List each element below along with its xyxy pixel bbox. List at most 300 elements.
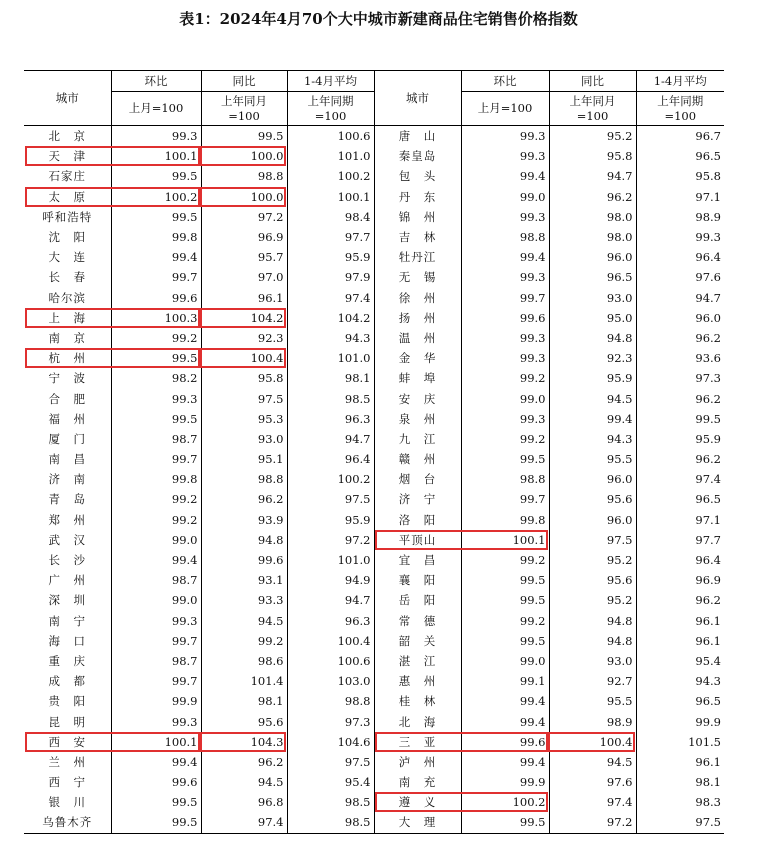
left-mom-cell: 99.5 — [111, 812, 201, 833]
left-yoy-cell: 95.7 — [201, 247, 287, 267]
left-mom-cell: 100.2 — [111, 187, 201, 207]
left-city-cell: 呼和浩特 — [42, 209, 93, 224]
left-yoy-cell: 99.5 — [201, 126, 287, 147]
left-mom-cell: 99.8 — [111, 469, 201, 489]
left-mom-cell: 100.3 — [111, 308, 201, 328]
right-yoy-cell: 95.6 — [549, 570, 636, 590]
left-yoy-cell: 101.4 — [201, 671, 287, 691]
table-title: 表1：2024年4月70个大中城市新建商品住宅销售价格指数 — [179, 10, 578, 28]
left-ytd-cell: 97.3 — [287, 711, 374, 731]
right-yoy-cell: 95.6 — [549, 489, 636, 509]
table-row — [24, 146, 724, 166]
table-header — [24, 71, 724, 126]
right-yoy-cell: 96.2 — [549, 187, 636, 207]
right-city-cell: 九 江 — [374, 429, 461, 449]
right-city-cell: 桂 林 — [374, 691, 461, 711]
left-city-cell: 兰 州 — [48, 754, 86, 769]
table-row — [24, 570, 724, 590]
table-row — [24, 328, 724, 348]
left-ytd-cell: 94.7 — [287, 590, 374, 610]
left-mom-cell: 99.5 — [111, 348, 201, 368]
left-city-cell: 西 宁 — [48, 775, 86, 790]
right-ytd-cell: 99.9 — [636, 711, 724, 731]
left-city-cell: 济 南 — [48, 472, 86, 487]
left-yoy-cell: 94.8 — [201, 530, 287, 550]
right-ytd-cell: 95.8 — [636, 166, 724, 186]
left-yoy-cell: 93.0 — [201, 429, 287, 449]
left-ytd-cell: 96.4 — [287, 449, 374, 469]
right-ytd-cell: 97.3 — [636, 368, 724, 388]
left-ytd-cell: 94.9 — [287, 570, 374, 590]
left-ytd-cell: 100.2 — [287, 469, 374, 489]
right-ytd-cell: 96.2 — [636, 590, 724, 610]
right-yoy-cell: 97.4 — [549, 792, 636, 812]
right-yoy-cell: 95.9 — [549, 368, 636, 388]
left-city-cell: 石家庄 — [48, 169, 86, 184]
right-ytd-cell: 98.9 — [636, 207, 724, 227]
right-city-cell: 秦皇岛 — [374, 146, 461, 166]
left-yoy-cell: 94.5 — [201, 772, 287, 792]
left-city-cell: 西 安 — [48, 734, 86, 749]
left-city-cell: 重 庆 — [48, 653, 86, 668]
left-mom-cell: 99.9 — [111, 691, 201, 711]
left-ytd-cell: 97.9 — [287, 267, 374, 287]
left-ytd-cell: 94.7 — [287, 429, 374, 449]
left-ytd-cell: 96.3 — [287, 409, 374, 429]
right-yoy-cell: 100.4 — [549, 732, 636, 752]
right-yoy-cell: 95.5 — [549, 449, 636, 469]
left-ytd-cell: 97.4 — [287, 288, 374, 308]
left-ytd-cell: 100.1 — [287, 187, 374, 207]
right-ytd-cell: 97.4 — [636, 469, 724, 489]
header-ytd-left: 1-4月平均 — [287, 71, 374, 92]
right-yoy-cell: 93.0 — [549, 288, 636, 308]
left-yoy-cell: 93.9 — [201, 510, 287, 530]
table-row — [24, 671, 724, 691]
right-yoy-cell: 95.8 — [549, 146, 636, 166]
right-city-cell: 扬 州 — [374, 308, 461, 328]
right-city-cell: 徐 州 — [374, 288, 461, 308]
left-ytd-cell: 101.0 — [287, 146, 374, 166]
left-mom-cell: 100.1 — [111, 146, 201, 166]
left-city-cell: 南 昌 — [48, 452, 86, 467]
left-city-cell: 北 京 — [48, 129, 86, 144]
right-yoy-cell: 93.0 — [549, 651, 636, 671]
right-mom-cell: 99.3 — [461, 267, 549, 287]
right-yoy-cell: 94.8 — [549, 328, 636, 348]
left-yoy-cell: 93.3 — [201, 590, 287, 610]
right-city-cell: 锦 州 — [374, 207, 461, 227]
left-mom-cell: 99.4 — [111, 247, 201, 267]
right-yoy-cell: 95.0 — [549, 308, 636, 328]
left-yoy-cell: 97.2 — [201, 207, 287, 227]
right-ytd-cell: 97.5 — [636, 812, 724, 833]
right-ytd-cell: 96.1 — [636, 752, 724, 772]
right-city-cell: 泉 州 — [374, 409, 461, 429]
left-yoy-cell: 95.8 — [201, 368, 287, 388]
left-yoy-cell: 99.2 — [201, 631, 287, 651]
left-mom-cell: 99.3 — [111, 388, 201, 408]
left-ytd-cell: 100.4 — [287, 631, 374, 651]
left-mom-cell: 99.3 — [111, 611, 201, 631]
table-row — [24, 711, 724, 731]
right-yoy-cell: 92.7 — [549, 671, 636, 691]
left-yoy-cell: 92.3 — [201, 328, 287, 348]
right-city-cell: 大 理 — [374, 812, 461, 833]
right-yoy-cell: 94.8 — [549, 631, 636, 651]
header-city-right: 城市 — [374, 71, 461, 126]
right-mom-cell: 99.2 — [461, 611, 549, 631]
left-yoy-cell: 94.5 — [201, 611, 287, 631]
table-row — [24, 752, 724, 772]
left-city-cell: 深 圳 — [48, 593, 86, 608]
left-yoy-cell: 95.3 — [201, 409, 287, 429]
left-ytd-cell: 98.4 — [287, 207, 374, 227]
right-city-cell: 常 德 — [374, 611, 461, 631]
right-ytd-cell: 96.4 — [636, 550, 724, 570]
left-mom-cell: 99.8 — [111, 227, 201, 247]
left-ytd-cell: 95.9 — [287, 247, 374, 267]
left-city-cell: 大 连 — [48, 250, 86, 265]
left-ytd-cell: 104.2 — [287, 308, 374, 328]
left-ytd-cell: 100.6 — [287, 126, 374, 147]
right-city-cell: 蚌 埠 — [374, 368, 461, 388]
right-mom-cell: 99.7 — [461, 489, 549, 509]
left-yoy-cell: 98.1 — [201, 691, 287, 711]
left-city-cell: 长 春 — [48, 270, 86, 285]
left-ytd-cell: 94.3 — [287, 328, 374, 348]
left-mom-cell: 99.6 — [111, 772, 201, 792]
table-row — [24, 288, 724, 308]
right-yoy-cell: 99.4 — [549, 409, 636, 429]
left-mom-cell: 100.1 — [111, 732, 201, 752]
left-mom-cell: 99.2 — [111, 510, 201, 530]
right-yoy-cell: 97.6 — [549, 772, 636, 792]
left-mom-cell: 99.5 — [111, 792, 201, 812]
left-city-cell: 宁 波 — [48, 371, 86, 386]
left-yoy-cell: 97.4 — [201, 812, 287, 833]
left-city-cell: 郑 州 — [48, 512, 86, 527]
right-mom-cell: 98.8 — [461, 469, 549, 489]
right-mom-cell: 99.0 — [461, 651, 549, 671]
right-mom-cell: 99.8 — [461, 510, 549, 530]
left-ytd-cell: 104.6 — [287, 732, 374, 752]
right-city-cell: 惠 州 — [374, 671, 461, 691]
right-ytd-cell: 97.1 — [636, 187, 724, 207]
left-yoy-cell: 96.8 — [201, 792, 287, 812]
left-mom-cell: 99.3 — [111, 126, 201, 147]
right-city-cell: 平顶山 — [374, 530, 461, 550]
right-yoy-cell: 95.2 — [549, 126, 636, 147]
left-yoy-cell: 96.2 — [201, 752, 287, 772]
left-city-cell: 海 口 — [48, 633, 86, 648]
left-city-cell: 武 汉 — [48, 532, 86, 547]
right-ytd-cell: 94.7 — [636, 288, 724, 308]
left-city-cell: 沈 阳 — [48, 230, 86, 245]
left-city-cell: 厦 门 — [48, 431, 86, 446]
right-mom-cell: 98.8 — [461, 227, 549, 247]
right-city-cell: 襄 阳 — [374, 570, 461, 590]
right-yoy-cell: 96.0 — [549, 469, 636, 489]
table-row — [24, 247, 724, 267]
right-mom-cell: 99.2 — [461, 368, 549, 388]
right-mom-cell: 99.4 — [461, 247, 549, 267]
table-row — [24, 348, 724, 368]
table-body — [24, 126, 724, 834]
right-city-cell: 温 州 — [374, 328, 461, 348]
right-city-cell: 洛 阳 — [374, 510, 461, 530]
right-mom-cell: 99.3 — [461, 328, 549, 348]
header-yoy-base-left: 上年同月 =100 — [201, 92, 287, 126]
left-yoy-cell: 96.9 — [201, 227, 287, 247]
left-city-cell: 南 宁 — [48, 613, 86, 628]
right-mom-cell: 99.7 — [461, 288, 549, 308]
table-row — [24, 651, 724, 671]
left-mom-cell: 99.2 — [111, 489, 201, 509]
left-yoy-cell: 96.2 — [201, 489, 287, 509]
right-city-cell: 济 宁 — [374, 489, 461, 509]
right-mom-cell: 99.5 — [461, 631, 549, 651]
left-city-cell: 长 沙 — [48, 553, 86, 568]
left-yoy-cell: 97.5 — [201, 388, 287, 408]
right-ytd-cell: 96.4 — [636, 247, 724, 267]
right-mom-cell: 100.2 — [461, 792, 549, 812]
left-ytd-cell: 101.0 — [287, 348, 374, 368]
right-city-cell: 烟 台 — [374, 469, 461, 489]
left-city-cell: 银 川 — [48, 795, 86, 810]
right-ytd-cell: 96.2 — [636, 388, 724, 408]
left-ytd-cell: 98.1 — [287, 368, 374, 388]
table-row — [24, 388, 724, 408]
table-row — [24, 772, 724, 792]
left-ytd-cell: 97.2 — [287, 530, 374, 550]
right-mom-cell: 99.0 — [461, 388, 549, 408]
left-ytd-cell: 100.2 — [287, 166, 374, 186]
right-mom-cell: 99.4 — [461, 711, 549, 731]
left-ytd-cell: 98.5 — [287, 792, 374, 812]
left-ytd-cell: 95.9 — [287, 510, 374, 530]
left-mom-cell: 99.0 — [111, 590, 201, 610]
left-city-cell: 广 州 — [48, 573, 86, 588]
right-mom-cell: 99.3 — [461, 207, 549, 227]
right-ytd-cell: 96.5 — [636, 489, 724, 509]
right-city-cell: 遵 义 — [374, 792, 461, 812]
right-yoy-cell: 95.2 — [549, 590, 636, 610]
right-yoy-cell: 96.0 — [549, 247, 636, 267]
table-row — [24, 510, 724, 530]
left-ytd-cell: 95.4 — [287, 772, 374, 792]
right-mom-cell: 99.4 — [461, 752, 549, 772]
left-ytd-cell: 97.7 — [287, 227, 374, 247]
right-city-cell: 无 锡 — [374, 267, 461, 287]
table-row — [24, 166, 724, 186]
left-mom-cell: 99.2 — [111, 328, 201, 348]
left-ytd-cell: 97.5 — [287, 489, 374, 509]
right-yoy-cell: 94.5 — [549, 752, 636, 772]
right-mom-cell: 99.3 — [461, 409, 549, 429]
left-mom-cell: 99.7 — [111, 631, 201, 651]
table-row — [24, 691, 724, 711]
right-city-cell: 三 亚 — [374, 732, 461, 752]
left-mom-cell: 99.7 — [111, 267, 201, 287]
right-mom-cell: 99.5 — [461, 812, 549, 833]
left-yoy-cell: 98.6 — [201, 651, 287, 671]
right-yoy-cell: 95.2 — [549, 550, 636, 570]
right-yoy-cell: 94.8 — [549, 611, 636, 631]
left-mom-cell: 99.4 — [111, 550, 201, 570]
right-ytd-cell: 96.0 — [636, 308, 724, 328]
left-city-cell: 乌鲁木齐 — [24, 812, 111, 833]
right-yoy-cell: 94.7 — [549, 166, 636, 186]
table-row — [24, 207, 724, 227]
right-ytd-cell: 97.1 — [636, 510, 724, 530]
left-city-cell: 杭 州 — [48, 351, 86, 366]
right-yoy-cell: 92.3 — [549, 348, 636, 368]
right-ytd-cell: 96.7 — [636, 126, 724, 147]
right-city-cell: 岳 阳 — [374, 590, 461, 610]
header-yoy-base-right: 上年同月 =100 — [549, 92, 636, 126]
table-row — [24, 611, 724, 631]
right-mom-cell: 99.5 — [461, 590, 549, 610]
left-yoy-cell: 100.0 — [201, 187, 287, 207]
header-yoy-right: 同比 — [549, 71, 636, 92]
right-mom-cell: 99.5 — [461, 570, 549, 590]
left-ytd-cell: 97.5 — [287, 752, 374, 772]
right-yoy-cell: 94.5 — [549, 388, 636, 408]
left-yoy-cell: 95.1 — [201, 449, 287, 469]
right-yoy-cell: 98.0 — [549, 227, 636, 247]
right-ytd-cell: 98.1 — [636, 772, 724, 792]
table-row — [24, 409, 724, 429]
right-ytd-cell: 98.3 — [636, 792, 724, 812]
right-ytd-cell: 96.5 — [636, 146, 724, 166]
table-row — [24, 267, 724, 287]
left-mom-cell: 98.7 — [111, 429, 201, 449]
table-row — [24, 732, 724, 752]
left-city-cell: 南 京 — [48, 330, 86, 345]
right-mom-cell: 99.1 — [461, 671, 549, 691]
header-city-left: 城市 — [24, 71, 111, 126]
table-row — [24, 449, 724, 469]
left-mom-cell: 99.0 — [111, 530, 201, 550]
header-mom-base-right: 上月=100 — [461, 92, 549, 126]
right-ytd-cell: 99.5 — [636, 409, 724, 429]
right-mom-cell: 99.6 — [461, 732, 549, 752]
right-yoy-cell: 97.5 — [549, 530, 636, 550]
right-city-cell: 包 头 — [374, 166, 461, 186]
table-row — [24, 227, 724, 247]
header-mom-base-left: 上月=100 — [111, 92, 201, 126]
right-city-cell: 南 充 — [374, 772, 461, 792]
table-row — [24, 550, 724, 570]
right-ytd-cell: 96.2 — [636, 328, 724, 348]
left-yoy-cell: 99.6 — [201, 550, 287, 570]
right-ytd-cell: 96.1 — [636, 631, 724, 651]
right-mom-cell: 99.2 — [461, 550, 549, 570]
right-ytd-cell: 96.5 — [636, 691, 724, 711]
header-mom-right: 环比 — [461, 71, 549, 92]
right-city-cell: 宜 昌 — [374, 550, 461, 570]
left-mom-cell: 98.7 — [111, 651, 201, 671]
header-ytd-right: 1-4月平均 — [636, 71, 724, 92]
right-ytd-cell: 94.3 — [636, 671, 724, 691]
table-row — [24, 812, 724, 833]
header-mom-left: 环比 — [111, 71, 201, 92]
table-row — [24, 530, 724, 550]
left-city-cell: 天 津 — [48, 149, 86, 164]
right-mom-cell: 99.0 — [461, 187, 549, 207]
right-mom-cell: 99.4 — [461, 166, 549, 186]
left-mom-cell: 99.7 — [111, 671, 201, 691]
right-mom-cell: 100.1 — [461, 530, 549, 550]
left-city-cell: 哈尔滨 — [48, 290, 86, 305]
left-mom-cell: 99.3 — [111, 711, 201, 731]
table-row — [24, 368, 724, 388]
table-row — [24, 187, 724, 207]
left-yoy-cell: 96.1 — [201, 288, 287, 308]
right-yoy-cell: 98.9 — [549, 711, 636, 731]
right-city-cell: 湛 江 — [374, 651, 461, 671]
right-yoy-cell: 98.0 — [549, 207, 636, 227]
left-city-cell: 贵 阳 — [48, 694, 86, 709]
right-mom-cell: 99.4 — [461, 691, 549, 711]
table-row — [24, 792, 724, 812]
table-row — [24, 590, 724, 610]
right-ytd-cell: 95.4 — [636, 651, 724, 671]
right-city-cell: 丹 东 — [374, 187, 461, 207]
table-row — [24, 126, 724, 147]
header-yoy-left: 同比 — [201, 71, 287, 92]
left-city-cell: 合 肥 — [48, 391, 86, 406]
right-ytd-cell: 96.1 — [636, 611, 724, 631]
right-mom-cell: 99.9 — [461, 772, 549, 792]
left-ytd-cell: 103.0 — [287, 671, 374, 691]
right-city-cell: 安 庆 — [374, 388, 461, 408]
right-yoy-cell: 96.0 — [549, 510, 636, 530]
right-mom-cell: 99.6 — [461, 308, 549, 328]
right-ytd-cell: 96.9 — [636, 570, 724, 590]
left-mom-cell: 99.7 — [111, 449, 201, 469]
right-ytd-cell: 99.3 — [636, 227, 724, 247]
left-mom-cell: 99.5 — [111, 207, 201, 227]
left-mom-cell: 99.5 — [111, 409, 201, 429]
table-row — [24, 429, 724, 449]
table-row — [24, 469, 724, 489]
left-mom-cell: 99.5 — [111, 166, 201, 186]
right-ytd-cell: 93.6 — [636, 348, 724, 368]
table-row — [24, 308, 724, 328]
right-yoy-cell: 95.5 — [549, 691, 636, 711]
right-yoy-cell: 97.2 — [549, 812, 636, 833]
right-yoy-cell: 96.5 — [549, 267, 636, 287]
right-yoy-cell: 94.3 — [549, 429, 636, 449]
left-city-cell: 上 海 — [48, 310, 86, 325]
left-mom-cell: 99.4 — [111, 752, 201, 772]
table-row — [24, 489, 724, 509]
table-row — [24, 631, 724, 651]
left-ytd-cell: 100.6 — [287, 651, 374, 671]
left-city-cell: 青 岛 — [48, 492, 86, 507]
right-city-cell: 北 海 — [374, 711, 461, 731]
left-yoy-cell: 93.1 — [201, 570, 287, 590]
right-ytd-cell: 97.6 — [636, 267, 724, 287]
header-ytd-base-right: 上年同期 =100 — [636, 92, 724, 126]
right-ytd-cell: 97.7 — [636, 530, 724, 550]
right-city-cell: 赣 州 — [374, 449, 461, 469]
left-yoy-cell: 104.2 — [201, 308, 287, 328]
left-city-cell: 太 原 — [48, 189, 86, 204]
right-mom-cell: 99.5 — [461, 449, 549, 469]
